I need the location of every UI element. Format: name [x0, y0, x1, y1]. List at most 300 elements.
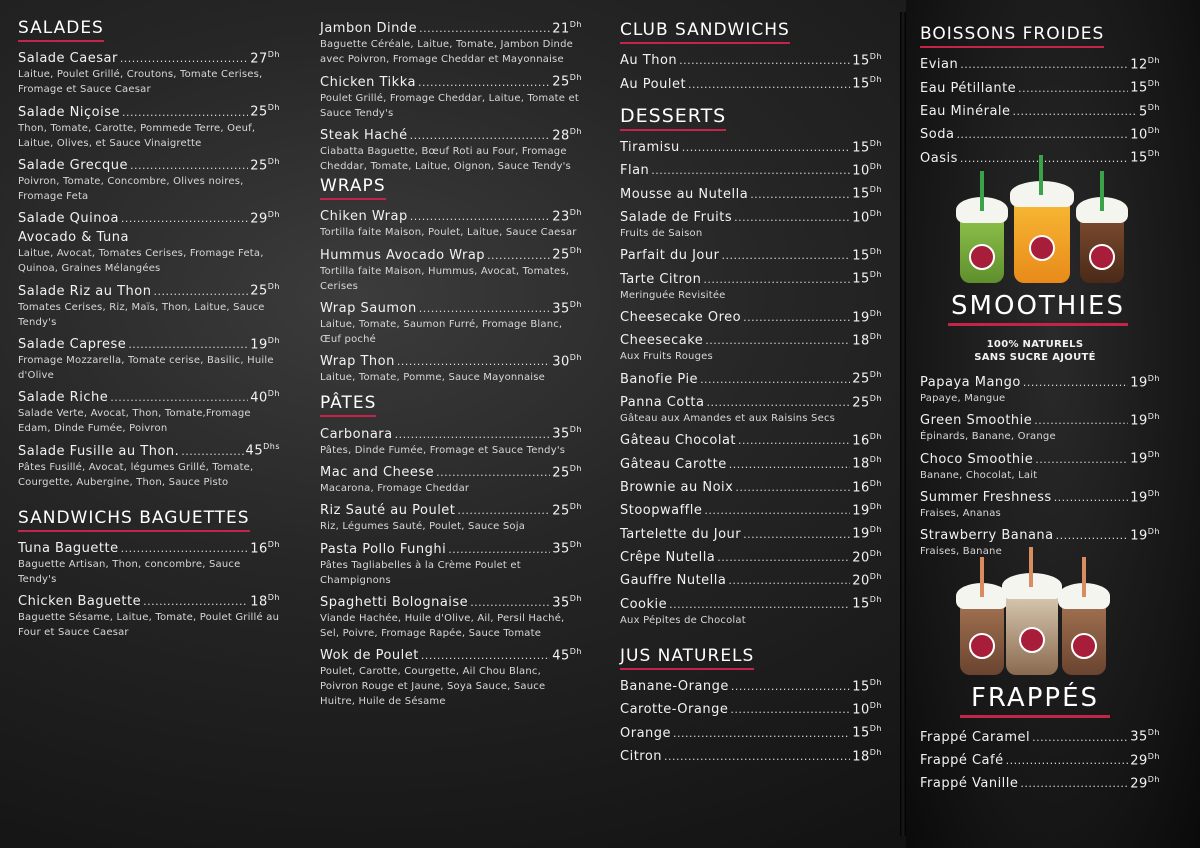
menu-item-name: Soda [920, 127, 955, 143]
price-unit: Dh [569, 646, 582, 656]
price-unit: Dh [869, 595, 882, 605]
menu-item [320, 204, 582, 240]
price-value: 19 [1130, 413, 1148, 429]
price-value: 15 [1130, 150, 1148, 166]
menu-item-name: Citron [620, 748, 663, 764]
menu-item-price [852, 48, 882, 69]
price-unit: Dhs [263, 442, 280, 452]
price-unit: Dh [1147, 149, 1160, 159]
price-unit: Dh [869, 161, 882, 171]
leader-dots [956, 126, 1128, 143]
menu-item-line [320, 536, 582, 557]
price-unit: Dh [869, 308, 882, 318]
menu-item-name: Salade de Fruits [620, 209, 733, 225]
section-title-jus: JUS NATURELS [620, 646, 754, 670]
menu-item-name: Au Thon [620, 53, 678, 69]
price-value: 10 [852, 163, 870, 179]
menu-item [920, 122, 1160, 143]
menu-item-price [552, 643, 582, 664]
menu-item-price [852, 181, 882, 202]
leader-dots [1020, 775, 1128, 792]
menu-item-line [620, 243, 882, 264]
menu-item-price [852, 266, 882, 287]
menu-item-name: Chicken Baguette [18, 594, 142, 610]
menu-item-price [852, 205, 882, 226]
price-unit: Dh [569, 352, 582, 362]
menu-item-price [852, 71, 882, 92]
menu-item-name: Wrap Saumon [320, 300, 417, 316]
price-value: 16 [852, 479, 870, 495]
menu-item-line [620, 48, 882, 69]
menu-item-price [852, 545, 882, 566]
salades-list [18, 46, 280, 490]
menu-item-name: Tiramisu [620, 139, 680, 155]
price-unit: Dh [1147, 774, 1160, 784]
price-value: 29 [250, 211, 268, 227]
price-unit: Dh [267, 388, 280, 398]
leader-dots [1056, 527, 1129, 544]
price-value: 30 [552, 354, 570, 370]
leader-dots [110, 389, 248, 406]
menu-item [920, 523, 1160, 559]
menu-item-price [552, 69, 582, 90]
menu-item-line [620, 498, 882, 519]
menu-item-description: Fraises, Ananas [920, 507, 1001, 519]
leader-dots [470, 594, 550, 611]
price-unit: Dh [869, 52, 882, 61]
menu-item-price [250, 589, 280, 610]
leader-dots [743, 309, 850, 326]
menu-item-description: Ciabatta Baguette, Bœuf Roti au Four, Fromage Cheddar, Tomate, Laitue, Oignon, Sauce Tendy's [320, 145, 571, 172]
menu-item-price [852, 243, 882, 264]
menu-item-price [852, 366, 882, 387]
menu-item-description: Laitue, Tomate, Pomme, Sauce Mayonnaise [320, 372, 546, 384]
price-value: 19 [852, 526, 870, 542]
menu-item-price [552, 590, 582, 611]
menu-item [920, 748, 1160, 769]
menu-item-price [250, 278, 280, 299]
smoothies-subtitle-2: SANS SUCRE AJOUTÉ [974, 351, 1096, 363]
menu-item-line [320, 498, 582, 519]
menu-item-line [620, 390, 882, 411]
price-value: 18 [852, 333, 870, 349]
col2-top-list [320, 16, 582, 174]
menu-item [620, 475, 882, 496]
menu-item-line [320, 349, 582, 370]
menu-item-line [920, 485, 1160, 506]
price-unit: Dh [569, 501, 582, 511]
price-value: 29 [1130, 776, 1148, 792]
menu-item [620, 71, 882, 92]
menu-item-line [920, 75, 1160, 96]
price-unit: Dh [869, 501, 882, 511]
menu-item-line [18, 278, 280, 299]
leader-dots [1035, 451, 1128, 468]
menu-item [620, 181, 882, 202]
leader-dots [419, 20, 550, 37]
price-value: 10 [1130, 127, 1148, 143]
menu-item-description: Laitue, Avocat, Tomates Cerises, Fromage Feta, Quinoa, Graines Mélangées [18, 248, 264, 275]
price-unit: Dh [869, 75, 882, 85]
menu-item-description: Baguette Sésame, Laitue, Tomate, Poulet Grillé au Four et Sauce Caesar [18, 612, 280, 639]
boissons-list [920, 52, 1160, 167]
menu-item-price [852, 475, 882, 496]
price-value: 35 [552, 426, 570, 442]
menu-item-name: Cheesecake [620, 333, 704, 349]
menu-item [320, 498, 582, 534]
menu-item-line [920, 523, 1160, 544]
menu-item-line [18, 229, 280, 246]
menu-item-description: Riz, Légumes Sauté, Poulet, Sauce Soja [320, 521, 526, 533]
menu-item-line [620, 674, 882, 695]
menu-item-price [250, 536, 280, 557]
price-value: 25 [250, 157, 268, 173]
menu-item-price [852, 428, 882, 449]
price-value: 12 [1130, 57, 1148, 73]
menu-item [620, 744, 882, 765]
menu-item [620, 366, 882, 387]
leader-dots [743, 526, 850, 543]
leader-dots [395, 426, 551, 443]
leader-dots [487, 247, 550, 264]
price-value: 25 [552, 464, 570, 480]
menu-item-description: Fromage Mozzarella, Tomate cerise, Basilic, Huile d'Olive [18, 354, 274, 381]
price-value: 25 [852, 371, 870, 387]
menu-item-line [920, 724, 1160, 745]
menu-item-name: Oasis [920, 150, 958, 166]
menu-item-line [320, 123, 582, 144]
leader-dots [436, 464, 550, 481]
menu-item [920, 485, 1160, 521]
leader-dots [419, 300, 550, 317]
price-value: 25 [250, 283, 268, 299]
menu-item-price [552, 296, 582, 317]
price-unit: Dh [267, 156, 280, 166]
club-list [620, 48, 882, 93]
leader-dots [457, 502, 550, 519]
menu-item [620, 48, 882, 69]
price-unit: Dh [267, 335, 280, 345]
leader-dots [154, 283, 249, 300]
price-value: 40 [250, 390, 268, 406]
menu-item [920, 446, 1160, 482]
price-value: 25 [250, 104, 268, 120]
leader-dots [731, 678, 850, 695]
menu-item [920, 408, 1160, 444]
section-title-wraps: WRAPS [320, 176, 386, 200]
menu-item-description: Salade Verte, Avocat, Thon, Tomate,Fromage Edam, Dinde Fumée, Poivron [18, 408, 251, 435]
price-value: 28 [552, 127, 570, 143]
menu-item-price [552, 460, 582, 481]
menu-item-name: Gauffre Nutella [620, 573, 727, 589]
column-2 [320, 16, 582, 711]
price-value: 15 [852, 248, 870, 264]
menu-item-line [620, 328, 882, 349]
menu-item-price [552, 242, 582, 263]
menu-item-name: Hummus Avocado Wrap [320, 247, 486, 263]
menu-item-name: Cookie [620, 596, 668, 612]
menu-item-line [320, 69, 582, 90]
menu-item-price [552, 536, 582, 557]
price-unit: Dh [869, 525, 882, 535]
menu-item [920, 771, 1160, 792]
frappes-list [920, 724, 1160, 792]
menu-item [320, 242, 582, 293]
menu-item-name: Eau Pétillante [920, 80, 1017, 96]
price-value: 20 [852, 573, 870, 589]
price-value: 19 [852, 503, 870, 519]
menu-item-line [620, 71, 882, 92]
menu-item-description: Poulet Grillé, Fromage Cheddar, Laitue, Tomate et Sauce Tendy's [320, 92, 579, 119]
menu-item-description: Tomates Cerises, Riz, Maïs, Thon, Laitue, Sauce Tendy's [18, 301, 265, 328]
menu-item-description: Épinards, Banane, Orange [920, 431, 1056, 443]
price-unit: Dh [869, 393, 882, 403]
menu-item-line [620, 181, 882, 202]
menu-item-line [620, 568, 882, 589]
menu-item-price [852, 498, 882, 519]
menu-item [18, 589, 280, 640]
price-unit: Dh [569, 126, 582, 136]
menu-item [18, 46, 280, 97]
menu-item-line [18, 153, 280, 174]
leader-dots [738, 432, 850, 449]
price-value: 21 [552, 21, 570, 37]
price-value: 18 [250, 594, 268, 610]
price-unit: Dh [1147, 373, 1160, 383]
menu-item-name: Salade Quinoa [18, 211, 119, 227]
menu-item-name: Orange [620, 725, 672, 741]
menu-item-price [1130, 724, 1160, 745]
menu-item-line [18, 589, 280, 610]
menu-item-line [18, 99, 280, 120]
leader-dots [750, 186, 850, 203]
leader-dots [448, 541, 550, 558]
menu-item-name: Choco Smoothie [920, 451, 1034, 467]
leader-dots [181, 443, 243, 460]
menu-item-line [620, 521, 882, 542]
menu-item-line [18, 385, 280, 406]
menu-item-line [620, 305, 882, 326]
leader-dots [1032, 729, 1128, 746]
menu-item-description: Tortilla faite Maison, Poulet, Laitue, Sauce Caesar [320, 227, 577, 239]
menu-item-name: Frappé Vanille [920, 776, 1019, 792]
menu-item-name: Salade Caprese [18, 336, 127, 352]
menu-item-description: Papaye, Mangue [920, 392, 1006, 404]
price-unit: Dh [569, 299, 582, 309]
menu-item-description: Gâteau aux Amandes et aux Raisins Secs [620, 412, 836, 424]
menu-item-name: Mac and Cheese [320, 464, 435, 480]
leader-dots [688, 76, 850, 93]
menu-item [320, 349, 582, 385]
menu-item-name: Crêpe Nutella [620, 549, 716, 565]
leader-dots [1006, 752, 1129, 769]
choco-smoothie-cup-icon [1080, 219, 1124, 283]
price-value: 15 [852, 53, 870, 69]
price-value: 15 [852, 596, 870, 612]
price-value: 25 [552, 503, 570, 519]
menu-item-line [620, 720, 882, 741]
menu-item-description: Tortilla faite Maison, Hummus, Avocat, Tomates, Cerises [320, 265, 570, 292]
menu-item-price [1130, 446, 1160, 467]
price-value: 15 [852, 678, 870, 694]
menu-item [920, 75, 1160, 96]
mango-smoothie-cup-icon [1014, 203, 1070, 283]
menu-item [620, 521, 882, 542]
menu-item-name: Gâteau Carotte [620, 456, 727, 472]
price-unit: Dh [1147, 79, 1160, 89]
menu-item-price [852, 697, 882, 718]
leader-dots [128, 336, 248, 353]
price-value: 19 [852, 309, 870, 325]
sandwichs-list [18, 536, 280, 641]
menu-item-name: Tartelette du Jour [620, 526, 742, 542]
menu-item-price [552, 349, 582, 370]
leader-dots [673, 725, 850, 742]
menu-item [320, 296, 582, 347]
menu-item [920, 370, 1160, 406]
menu-item [18, 206, 280, 227]
price-unit: Dh [869, 185, 882, 195]
menu-item-line [18, 46, 280, 67]
menu-item-name: Cheesecake Oreo [620, 309, 742, 325]
menu-item-line [18, 438, 280, 459]
menu-item-price [1130, 771, 1160, 792]
price-value: 27 [250, 51, 268, 67]
leader-dots [120, 50, 248, 67]
menu-item-name: Stoopwaffle [620, 503, 703, 519]
menu-item-line [620, 744, 882, 765]
frappe-cup-1-icon [960, 605, 1004, 675]
menu-item-name: Brownie au Noix [620, 479, 734, 495]
menu-item [18, 332, 280, 383]
leader-dots [735, 479, 850, 496]
leader-dots [679, 52, 850, 69]
menu-item-name: Summer Freshness [920, 489, 1052, 505]
menu-item-name: Gâteau Chocolat [620, 433, 737, 449]
price-value: 45 [552, 648, 570, 664]
menu-item [18, 278, 280, 329]
price-value: 25 [852, 394, 870, 410]
price-unit: Dh [267, 539, 280, 549]
price-value: 5 [1138, 103, 1148, 119]
price-unit: Dh [869, 724, 882, 734]
menu-item-price [250, 385, 280, 406]
menu-item-name: Steak Haché [320, 127, 408, 143]
column-3 [620, 20, 882, 767]
menu-item-description: Baguette Céréale, Laitue, Tomate, Jambon Dinde avec Poivron, Fromage Cheddar et Mayonnaise [320, 39, 573, 66]
menu-item-name: Salade Niçoise [18, 104, 120, 120]
menu-item-price [852, 328, 882, 349]
menu-item-price [1130, 122, 1160, 143]
price-unit: Dh [1147, 450, 1160, 460]
price-value: 16 [852, 433, 870, 449]
menu-item [18, 536, 280, 587]
section-title-salades: SALADES [18, 18, 104, 42]
menu-item-price [250, 99, 280, 120]
menu-item [620, 266, 882, 302]
menu-item-description: Meringuée Revisitée [620, 289, 726, 301]
menu-item-description: Macarona, Fromage Cheddar [320, 482, 470, 494]
menu-item-line [620, 697, 882, 718]
menu-item-price [552, 204, 582, 225]
menu-item [620, 674, 882, 695]
price-value: 19 [1130, 528, 1148, 544]
price-value: 19 [1130, 451, 1148, 467]
green-smoothie-cup-icon [960, 219, 1004, 283]
price-value: 45 [245, 443, 264, 459]
menu-item-price [1130, 75, 1160, 96]
menu-item-line [920, 370, 1160, 391]
menu-item-price [1130, 523, 1160, 544]
price-value: 23 [552, 209, 570, 225]
frappe-cup-3-icon [1062, 605, 1106, 675]
column-4 [920, 24, 1160, 794]
price-value: 15 [852, 76, 870, 92]
menu-item [320, 16, 582, 67]
price-unit: Dh [569, 425, 582, 435]
menu-item-line [320, 421, 582, 442]
menu-item-line [320, 590, 582, 611]
leader-dots [121, 210, 248, 227]
leader-dots [704, 502, 850, 519]
menu-item-price [1130, 52, 1160, 73]
leader-dots [730, 701, 850, 718]
leader-dots [1023, 374, 1128, 391]
price-value: 16 [250, 540, 268, 556]
menu-item-price [852, 591, 882, 612]
leader-dots [1034, 412, 1128, 429]
menu-item-description: Poivron, Tomate, Concombre, Olives noires, Fromage Feta [18, 175, 244, 202]
menu-item-line [320, 242, 582, 263]
smoothies-list [920, 370, 1160, 560]
menu-item [620, 328, 882, 364]
menu-item-description: Pâtes, Dinde Fumée, Fromage et Sauce Tendy's [320, 444, 566, 456]
price-unit: Dh [1147, 125, 1160, 135]
menu-item-price [246, 438, 280, 459]
menu-item-price [552, 421, 582, 442]
price-value: 10 [852, 209, 870, 225]
menu-item [18, 153, 280, 204]
section-title-desserts: DESSERTS [620, 105, 726, 131]
menu-item-price [552, 498, 582, 519]
menu-item-price [852, 568, 882, 589]
menu-item-name: Avocado & Tuna [18, 230, 129, 246]
menu-item [920, 99, 1160, 120]
menu-item-description: Baguette Artisan, Thon, concombre, Sauce Tendy's [18, 558, 241, 585]
price-value: 19 [1130, 374, 1148, 390]
leader-dots [418, 74, 550, 91]
menu-item-name: Chicken Tikka [320, 74, 416, 90]
menu-item-line [920, 408, 1160, 429]
menu-item-name: Pasta Pollo Funghi [320, 541, 447, 557]
price-unit: Dh [1147, 751, 1160, 761]
price-unit: Dh [267, 592, 280, 602]
menu-item [18, 99, 280, 150]
price-value: 35 [552, 594, 570, 610]
menu-item [18, 438, 280, 489]
section-title-pates: PÂTES [320, 393, 376, 417]
leader-dots [410, 208, 551, 225]
price-value: 19 [1130, 489, 1148, 505]
frappe-cup-2-icon [1006, 595, 1058, 675]
price-value: 25 [552, 74, 570, 90]
menu-item-name: Salade Grecque [18, 157, 128, 173]
menu-item-name: Eau Minérale [920, 103, 1011, 119]
price-unit: Dh [869, 331, 882, 341]
leader-dots [1013, 103, 1137, 120]
menu-item-line [920, 748, 1160, 769]
menu-item [620, 498, 882, 519]
